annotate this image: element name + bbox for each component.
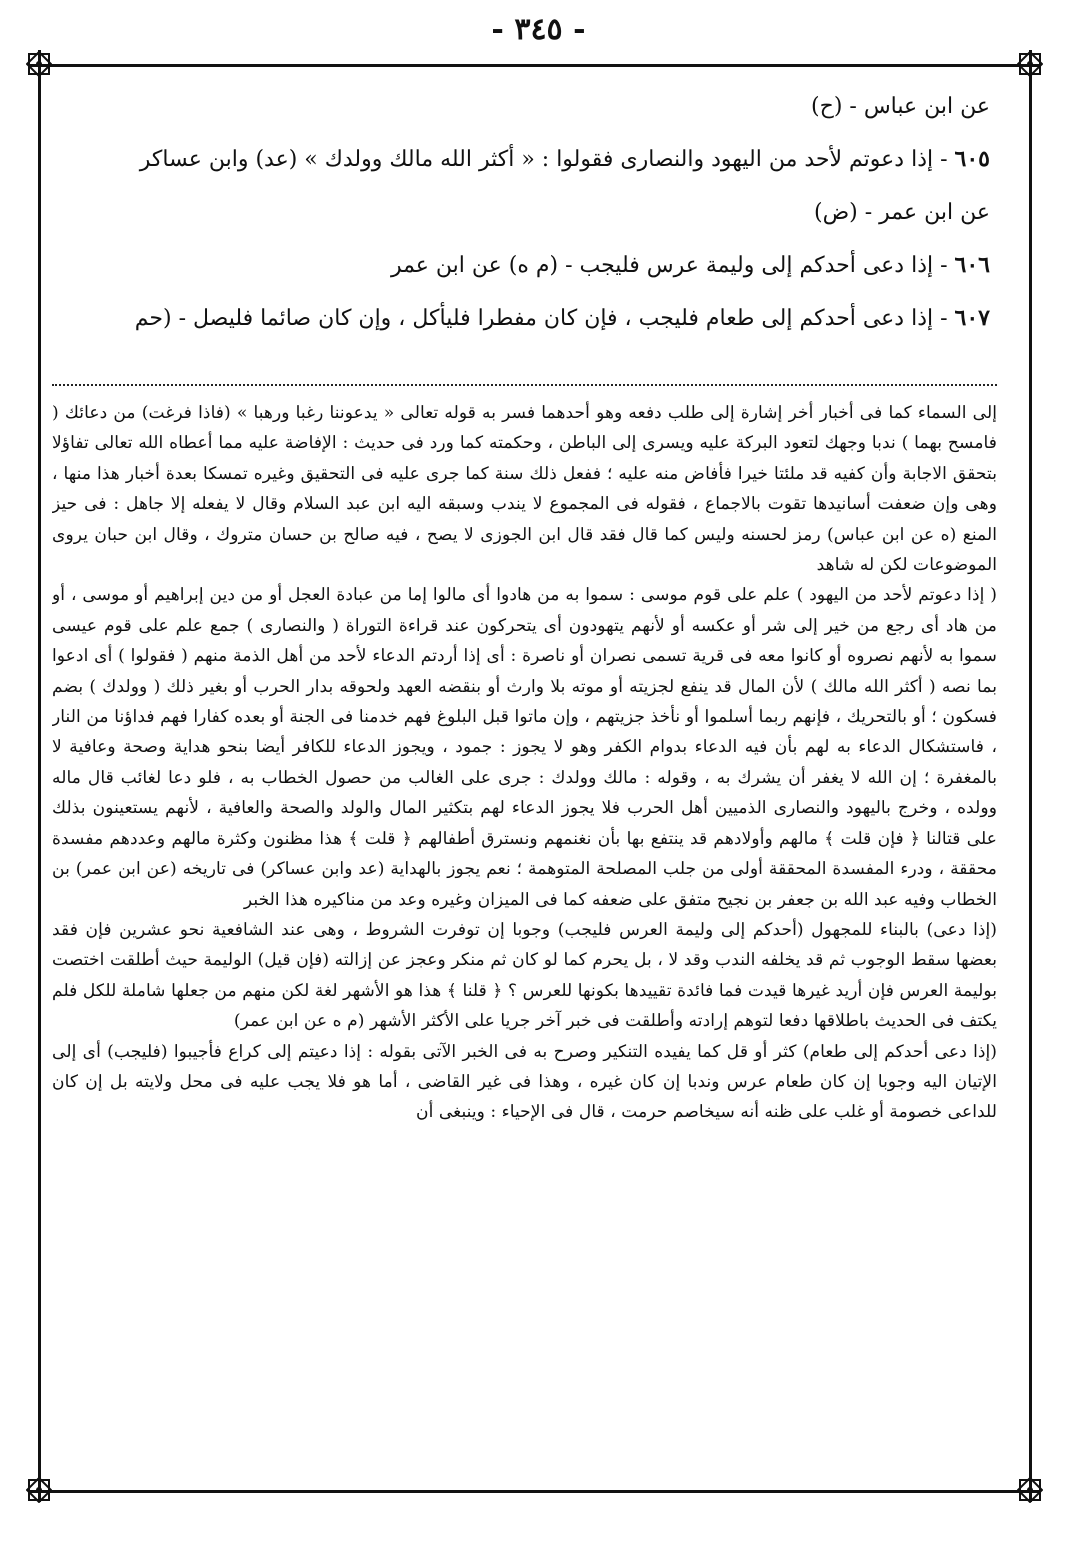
hadith-section: [60, 80, 990, 345]
commentary-section: [52, 398, 997, 1466]
hadith-line: [60, 186, 990, 239]
hadith-text: - إذا دعوتم لأحد من اليهود والنصارى فقولوا : « أكثر الله مالك وولدك » (عد) وابن عساكر: [139, 147, 948, 172]
hadith-text: عن ابن عمر - (ض): [813, 200, 990, 225]
frame-left-line: [38, 50, 41, 1502]
page-number: - ٣٤٥ -: [491, 12, 586, 47]
dotted-separator: [52, 384, 997, 386]
hadith-text: عن ابن عباس - (ح): [811, 94, 990, 119]
hadith-number: ٦٠٦: [954, 252, 990, 278]
corner-ornament-icon: [26, 51, 52, 77]
corner-ornament-icon: [26, 1477, 52, 1503]
corner-ornament-icon: [1017, 51, 1043, 77]
hadith-line: [60, 80, 990, 133]
commentary-paragraph: (إذا دعى أحدكم إلى طعام) كثر أو قل كما يفيده التنكير وصرح به فى الخبر الآتى بقوله : إذا دعيتم إلى كراع فأجيبوا (فليجب) أى إلى الإتيان اليه وجوبا إن كان طعام عرس وندبا إن كان غيره ، وهذا فى غير القاضى ، أما هو فلا يجب عليه فى محل ولايته بل إن كان للداعى خصومة أو غلب على ظنه أنه سيخاصم حرمت ، قال فى الإحياء : وينبغى أن: [52, 1041, 997, 1123]
hadith-line: [60, 292, 990, 345]
hadith-number: ٦٠٥: [954, 146, 990, 172]
commentary-paragraph: ( إذا دعوتم لأحد من اليهود ) علم على قوم موسى : سموا به من هادوا أى مالوا إما من عبادة العجل أو من دين إبراهيم أو موسى ، أو من هاد أى رجع من خير إلى شر أو عكسه أو لأنهم يتهودون أى يتحركون عند قراءة التوراة ( والنصارى ) جمع علم على قوم عيسى سموا به لأنهم نصروه أو كانوا معه فى قرية تسمى نصران أو ناصرة : أى إذا أردتم الدعاء لأحد من أهل الذمة منهم ( فقولوا ) أى ادعوا بما نصه ( أكثر الله مالك ) لأن المال قد ينفع لجزيته أو موته بلا وارث أو بنقضه العهد ولحوقه بدار الحرب أو بغير ذلك ( وولدك ) بضم فسكون ؛ أو بالتحريك ، فإنهم ربما أسلموا أو نأخذ جزيتهم ، وإن ماتوا قبل البلوغ فهم خدمنا فى الجنة أو بعده كفارا فهم فداؤنا من النار ، فاستشكال الدعاء به لهم بأن فيه الدعاء بدوام الكفر وهو لا يجوز : جمود ، ويجوز الدعاء للكافر أيضا بنحو هداية وصحة وعافية لا بالمغفرة ؛ إن الله لا يغفر أن يشرك به ، وقوله : مالك وولدك : جرى على الغالب من حصول الخطاب به ، فلو دعا لغائب قال ماله وولده ، وخرج باليهود والنصارى الذميين أهل الحرب فلا يجوز الدعاء لهم بتكثير المال والولد والصحة والعافية ، لأنهم يستعينون بذلك على قتالنا ﴿ فإن قلت ﴾ مالهم وأولادهم قد ينتفع بها بأن نغنمهم ونسترق أطفالهم ﴿ قلت ﴾ هذا مظنون وكثرة مالهم وعددهم مفسدة محققة ، ودرء المفسدة المحققة أولى من جلب المصلحة المتوهمة ؛ نعم يجوز بالهداية (عد وابن عساكر) فى تاريخه (عن ابن عمر) بن الخطاب وفيه عبد الله بن جعفر بن نجيح متفق على ضعفه كما فى الميزان وغيره وعد من مناكيره هذا الخبر: [52, 585, 997, 910]
hadith-text: - إذا دعى أحدكم إلى طعام فليجب ، فإن كان مفطرا فليأكل ، وإن كان صائما فليصل - (حم: [134, 306, 948, 331]
frame-right-line: [1029, 50, 1032, 1502]
corner-ornament-icon: [1017, 1477, 1043, 1503]
hadith-line: [60, 133, 990, 186]
hadith-line: [60, 239, 990, 292]
frame-bottom-line: [28, 1490, 1040, 1493]
commentary-paragraph: إلى السماء كما فى أخبار أخر إشارة إلى طلب دفعه وهو أحدهما فسر به قوله تعالى « يدعوننا رغبا ورهبا » (فاذا فرغت) من دعائك ( فامسح بهما ) ندبا وجهك لتعود البركة عليه ويسرى إلى الباطن ، وحكمته كما ورد فى حديث : الإفاضة عليه مما أعطاه الله تعالى تفاؤلا بتحقق الاجابة وأن كفيه قد ملئتا خيرا فأفاض منه عليه ؛ ففعل ذلك سنة كما جرى عليه فى التحقيق وغيره تمسكا بعدة أخبار هذا منها ، وهى وإن ضعفت أسانيدها تقوت بالاجماع ، فقوله فى المجموع لا يندب وسبقه اليه ابن عبد السلام وقال لا يفعله إلا جاهل : فى حيز المنع (ه عن ابن عباس) رمز لحسنه وليس كما قال فقد قال ابن الجوزى لا يصح ، فيه صالح بن حسان متروك ، وقال ابن حبان يروى الموضوعات لكن له شاهد: [52, 403, 997, 576]
hadith-number: ٦٠٧: [954, 305, 990, 331]
commentary-paragraph: (إذا دعى) بالبناء للمجهول (أحدكم إلى وليمة العرس فليجب) وجوبا إن توفرت الشروط ، وهى عند الشافعية نحو عشرين فإن فقد بعضها سقط الوجوب ثم قد يخلفه الندب وقد لا ، بل يحرم كما لو كان ثم منكر وعجز عن إزالته (فإن قيل) الوليمة حيث أطلقت اختصت بوليمة العرس فإن أريد غيرها قيدت فما فائدة تقييدها بكونها للعرس ؟ ﴿ قلنا ﴾ هذا هو الأشهر لغة لكن منهم من جعلها شاملة للكل فلم يكتف فى الحديث باطلاقها دفعا لتوهم إرادته وأطلقت فى خبر آخر جريا على الأكثر الأشهر (م ه عن ابن عمر): [52, 919, 997, 1032]
frame-top-line: [28, 64, 1040, 67]
hadith-text: - إذا دعى أحدكم إلى وليمة عرس فليجب - (م ه) عن ابن عمر: [390, 253, 948, 278]
